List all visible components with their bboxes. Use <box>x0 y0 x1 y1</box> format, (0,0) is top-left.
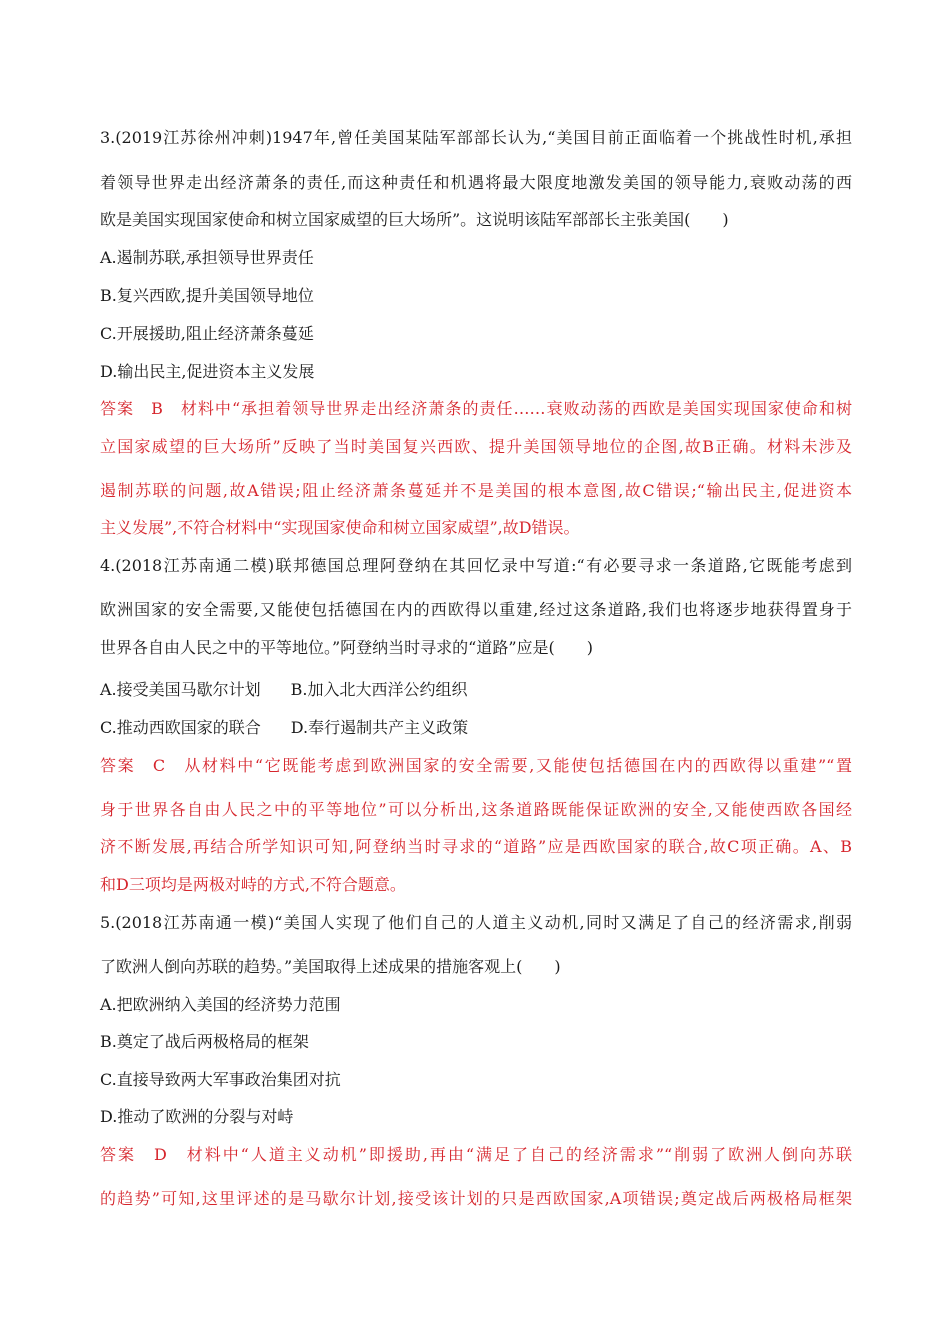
q3-stem-line-2: 着领导世界走出经济萧条的责任,而这种责任和机遇将最大限度地激发美国的领导能力,衰败动荡的西 <box>100 173 852 192</box>
q4-option-b: B.加入北大西洋公约组织 <box>290 680 468 699</box>
q4-stem-line-3: 世界各自由人民之中的平等地位。”阿登纳当时寻求的“道路”应是( ) <box>100 638 594 657</box>
q4-option-a: A.接受美国马歇尔计划 <box>100 680 261 699</box>
q3-answer-line-1: 答案 B 材料中“承担着领导世界走出经济萧条的责任……衰败动荡的西欧是美国实现国家使命和树 <box>100 399 852 418</box>
q3-stem-line-3: 欧是美国实现国家使命和树立国家威望的巨大场所”。这说明该陆军部部长主张美国( ) <box>100 210 729 229</box>
q3-answer-line-3: 遏制苏联的问题,故A错误;阻止经济萧条蔓延并不是美国的根本意图,故C错误;“输出民主,促进资本 <box>100 481 852 500</box>
q4-answer-line-2: 身于世界各自由人民之中的平等地位”可以分析出,这条道路既能保证欧洲的安全,又能使西欧各国经 <box>100 800 852 819</box>
q4-answer-line-4: 和D三项均是两极对峙的方式,不符合题意。 <box>100 875 406 894</box>
q4-option-d: D.奉行遏制共产主义政策 <box>290 718 469 737</box>
q4-answer-line-1: 答案 C 从材料中“它既能考虑到欧洲国家的安全需要,又能使包括德国在内的西欧得以重建”“置 <box>100 756 852 775</box>
q5-answer-line-2: 的趋势”可知,这里评述的是马歇尔计划,接受该计划的只是西欧国家,A项错误;奠定战后两极格局框架 <box>100 1189 852 1208</box>
q3-option-c: C.开展援助,阻止经济萧条蔓延 <box>100 324 314 343</box>
q4-stem-line-2: 欧洲国家的安全需要,又能使包括德国在内的西欧得以重建,经过这条道路,我们也将逐步地获得置身于 <box>100 600 852 619</box>
q4-stem-line-1: 4.(2018江苏南通二模)联邦德国总理阿登纳在其回忆录中写道:“有必要寻求一条道路,它既能考虑到 <box>100 556 852 575</box>
q5-stem-line-1: 5.(2018江苏南通一模)“美国人实现了他们自己的人道主义动机,同时又满足了自己的经济需求,削弱 <box>100 913 852 932</box>
q5-option-d: D.推动了欧洲的分裂与对峙 <box>100 1107 294 1126</box>
q4-options-row-1 <box>100 680 852 700</box>
q5-option-c: C.直接导致两大军事政治集团对抗 <box>100 1070 341 1089</box>
q4-option-c: C.推动西欧国家的联合 <box>100 718 261 737</box>
q3-answer-line-4: 主义发展”,不符合材料中“实现国家使命和树立国家威望”,故D错误。 <box>100 518 580 537</box>
q4-answer-line-3: 济不断发展,再结合所学知识可知,阿登纳当时寻求的“道路”应是西欧国家的联合,故C项正确。A、B <box>100 837 852 856</box>
q3-stem-line-1: 3.(2019江苏徐州冲刺)1947年,曾任美国某陆军部部长认为,“美国目前正面临着一个挑战性时机,承担 <box>100 128 852 147</box>
q5-option-b: B.奠定了战后两极格局的框架 <box>100 1032 309 1051</box>
q3-option-a: A.遏制苏联,承担领导世界责任 <box>100 248 314 267</box>
q3-option-b: B.复兴西欧,提升美国领导地位 <box>100 286 314 305</box>
q5-option-a: A.把欧洲纳入美国的经济势力范围 <box>100 995 341 1014</box>
q4-options-row-2 <box>100 718 852 738</box>
q5-stem-line-2: 了欧洲人倒向苏联的趋势。”美国取得上述成果的措施客观上( ) <box>100 957 561 976</box>
q5-answer-line-1: 答案 D 材料中“人道主义动机”即援助,再由“满足了自己的经济需求”“削弱了欧洲人倒向苏联 <box>100 1145 852 1164</box>
q3-option-d: D.输出民主,促进资本主义发展 <box>100 362 315 381</box>
q3-answer-line-2: 立国家威望的巨大场所”反映了当时美国复兴西欧、提升美国领导地位的企图,故B正确。材料未涉及 <box>100 437 852 456</box>
